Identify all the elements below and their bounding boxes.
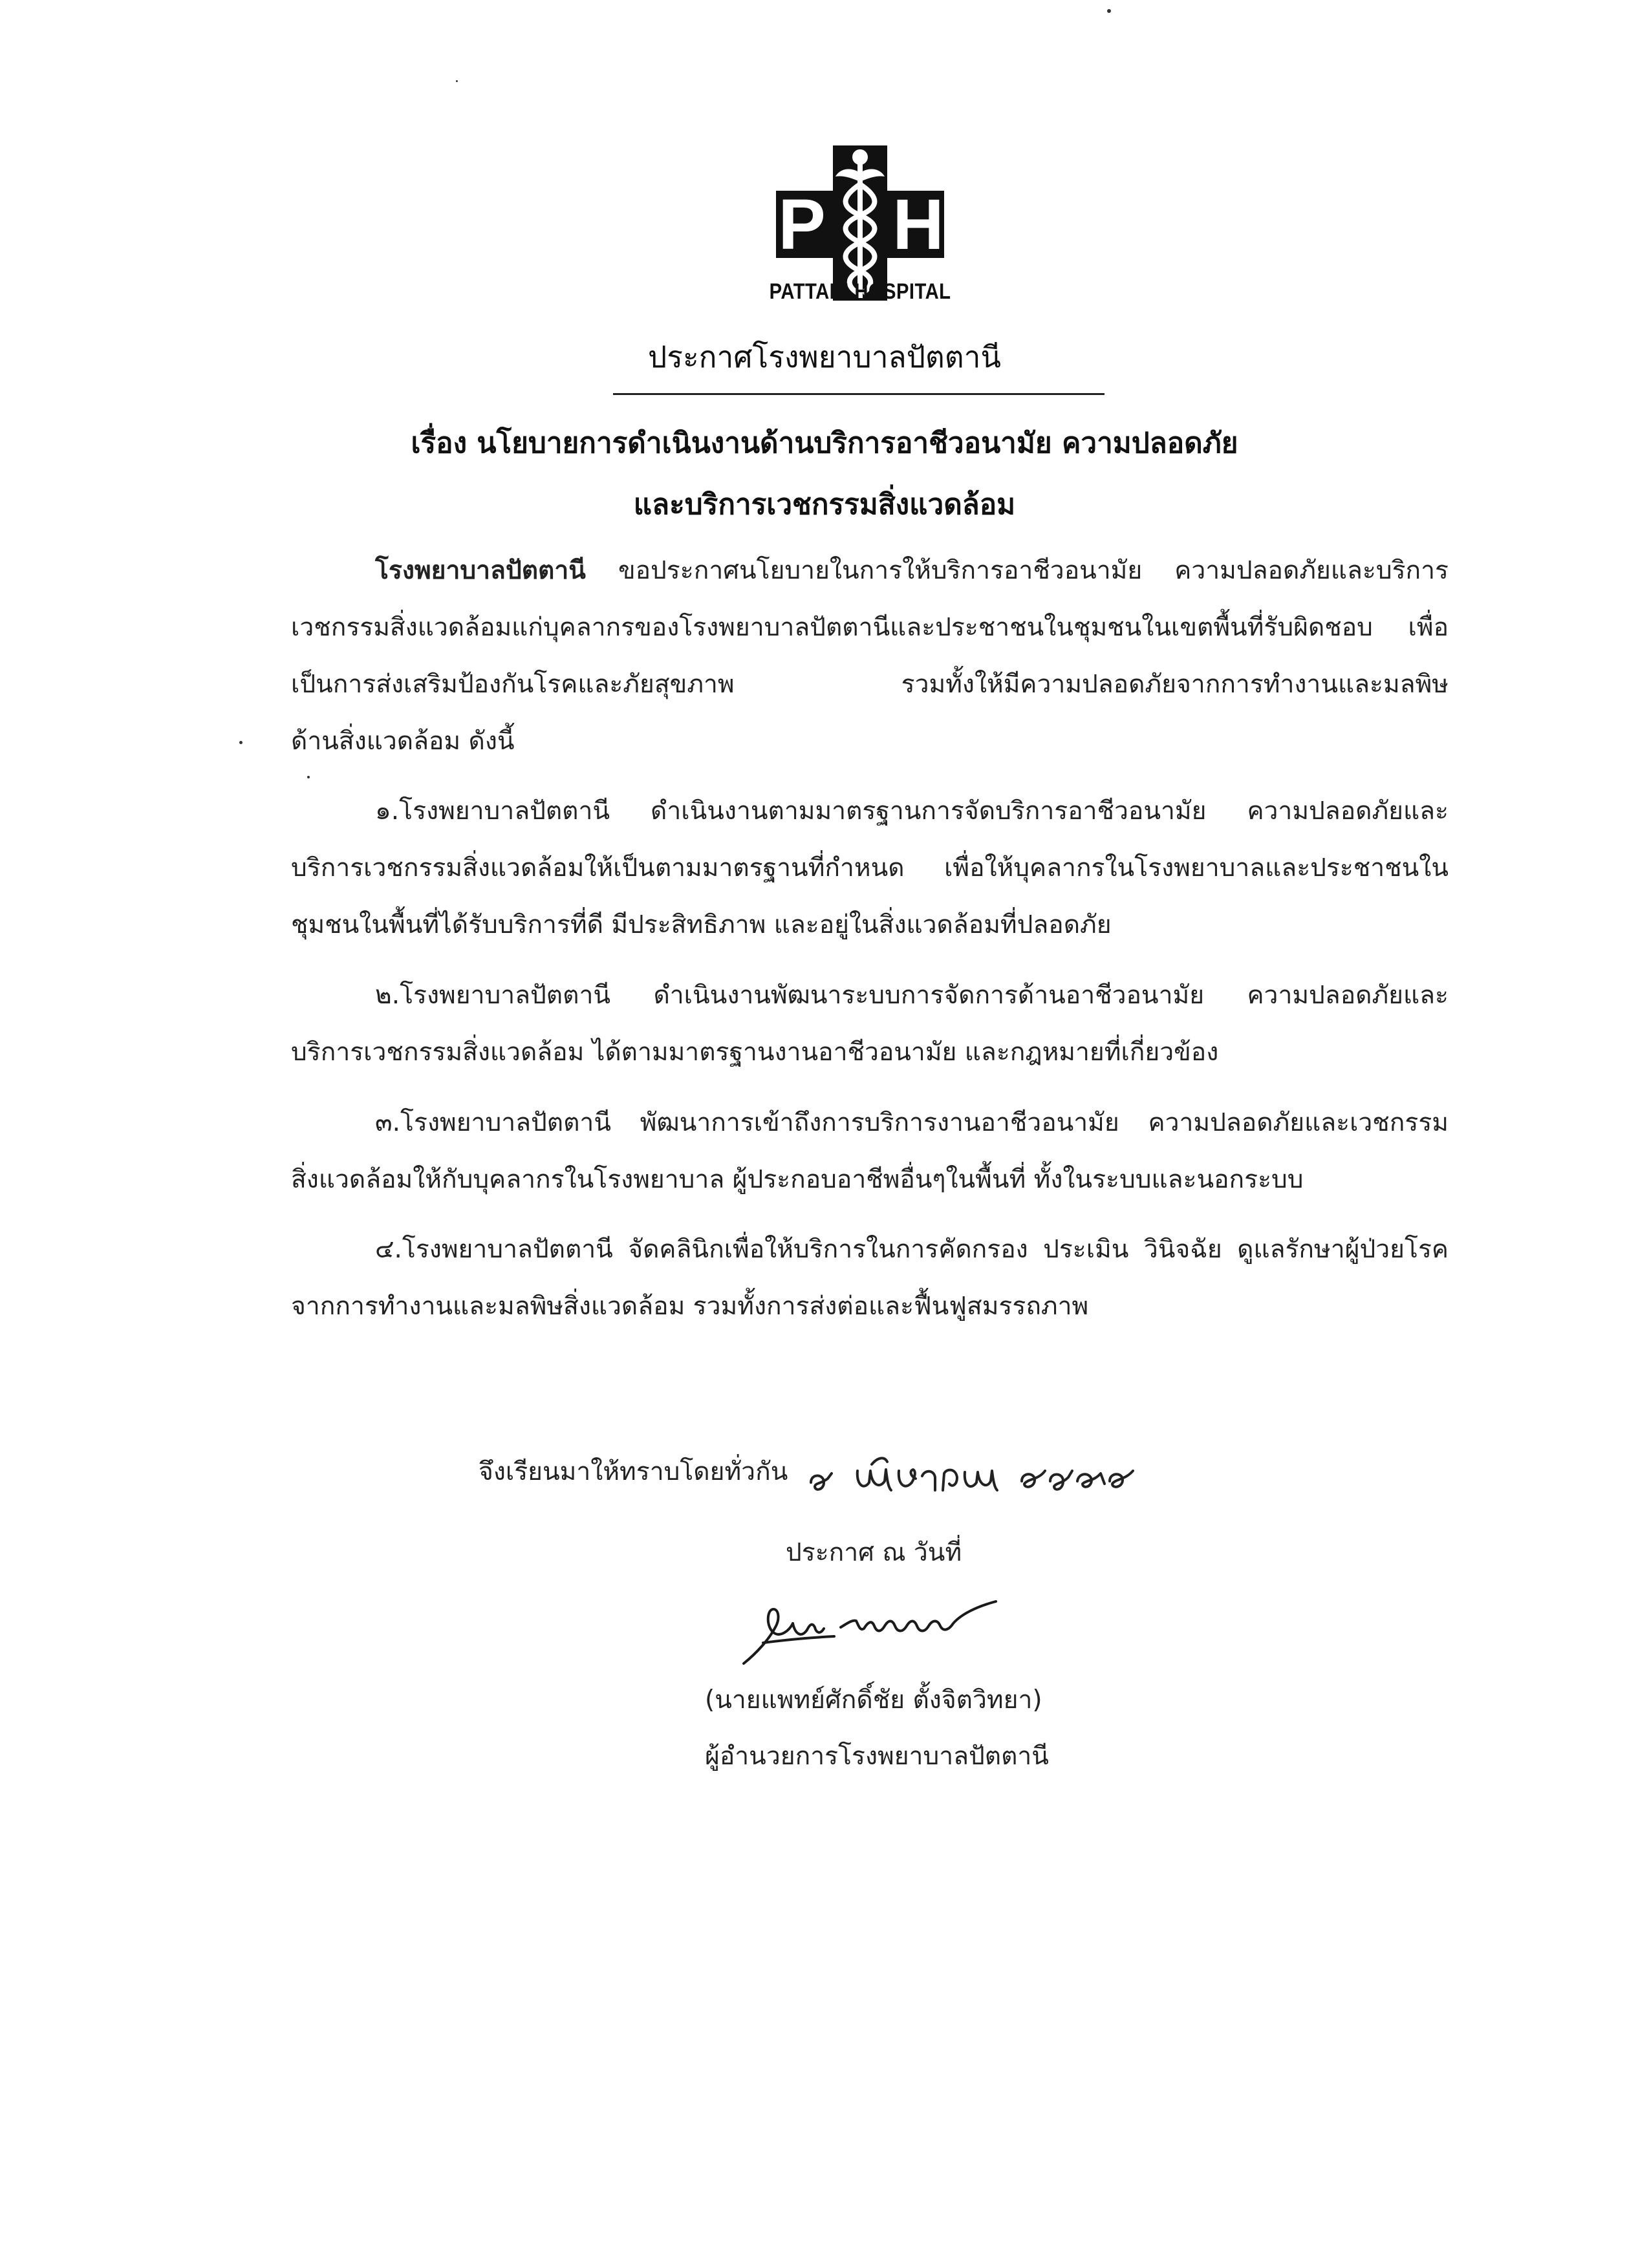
closing-notice: จึงเรียนมาให้ทราบโดยทั่วกัน (479, 1457, 788, 1486)
policy-item-1-line-1: ๑.โรงพยาบาลปัตตานี ดำเนินงานตามมาตรฐานการจัดบริการอาชีวอนามัย ความปลอดภัยและ (375, 797, 1449, 826)
intro-line-4: ด้านสิ่งแวดล้อม ดังนี้ (291, 727, 515, 756)
hospital-logo-caption: PATTANI HOSPITAL (769, 279, 951, 304)
intro-line-3: เป็นการส่งเสริมป้องกันโรคและภัยสุขภาพ รวมทั้งให้มีความปลอดภัยจากการทำงานและมลพิษ (291, 670, 1449, 699)
scan-speck (239, 741, 242, 744)
scan-speck (307, 776, 310, 778)
policy-item-3-line-2: สิ่งแวดล้อมให้กับบุคลากรในโรงพยาบาล ผู้ประกอบอาชีพอื่นๆในพื้นที่ ทั้งในระบบและนอกระบบ (291, 1165, 1304, 1194)
subject-line-2: และบริการเวชกรรมสิ่งแวดล้อม (633, 488, 1016, 521)
policy-item-4-line-1: ๔.โรงพยาบาลปัตตานี จัดคลินิกเพื่อให้บริการในการคัดกรอง ประเมิน วินิจฉัย ดูแลรักษาผู้ป่วยโรค (375, 1235, 1449, 1264)
announced-on-label: ประกาศ ณ วันที่ (786, 1538, 962, 1567)
caduceus-cross-icon (776, 145, 944, 301)
policy-item-2-line-2: บริการเวชกรรมสิ่งแวดล้อม ได้ตามมาตรฐานงานอาชีวอนามัย และกฎหมายที่เกี่ยวข้อง (291, 1038, 1219, 1067)
policy-item-3-line-1: ๓.โรงพยาบาลปัตตานี พัฒนาการเข้าถึงการบริการงานอาชีวอนามัย ความปลอดภัยและเวชกรรม (375, 1108, 1449, 1137)
svg-text:H: H (892, 185, 944, 264)
handwritten-date (802, 1445, 1138, 1510)
intro-line-1-text: ขอประกาศนโยบายในการให้บริการอาชีวอนามัย ความปลอดภัยและบริการ (585, 556, 1449, 585)
announcement-title: ประกาศโรงพยาบาลปัตตานี (648, 339, 1001, 374)
scan-speck (1107, 9, 1111, 13)
director-signature (737, 1581, 1035, 1671)
policy-item-4-line-2: จากการทำงานและมลพิษสิ่งแวดล้อม รวมทั้งการส่งต่อและฟื้นฟูสมรรถภาพ (291, 1292, 1089, 1321)
hospital-logo (776, 145, 944, 301)
policy-item-2-line-1: ๒.โรงพยาบาลปัตตานี ดำเนินงานพัฒนาระบบการจัดการด้านอาชีวอนามัย ความปลอดภัยและ (375, 981, 1449, 1010)
policy-item-1-line-3: ชุมชนในพื้นที่ได้รับบริการที่ดี มีประสิทธิภาพ และอยู่ในสิ่งแวดล้อมที่ปลอดภัย (291, 910, 1112, 939)
policy-item-1-line-2: บริการเวชกรรมสิ่งแวดล้อมให้เป็นตามมาตรฐานที่กำหนด เพื่อให้บุคลากรในโรงพยาบาลและประชาชนใน (291, 853, 1449, 883)
scan-speck (456, 80, 458, 82)
signatory-name: (นายแพทย์ศักดิ์ชัย ตั้งจิตวิทยา) (705, 1685, 1042, 1715)
title-underline (613, 393, 1105, 395)
intro-lead: โรงพยาบาลปัตตานี (375, 556, 586, 585)
intro-line-1 (375, 556, 1449, 586)
svg-text:P: P (778, 185, 826, 264)
intro-line-2: เวชกรรมสิ่งแวดล้อมแก่บุคลากรของโรงพยาบาลปัตตานีและประชาชนในชุมชนในเขตพื้นที่รับผิดชอบ เพื่อ (291, 613, 1449, 642)
subject-line-1: เรื่อง นโยบายการดำเนินงานด้านบริการอาชีวอนามัย ความปลอดภัย (411, 427, 1238, 460)
signatory-position: ผู้อำนวยการโรงพยาบาลปัตตานี (705, 1742, 1049, 1771)
